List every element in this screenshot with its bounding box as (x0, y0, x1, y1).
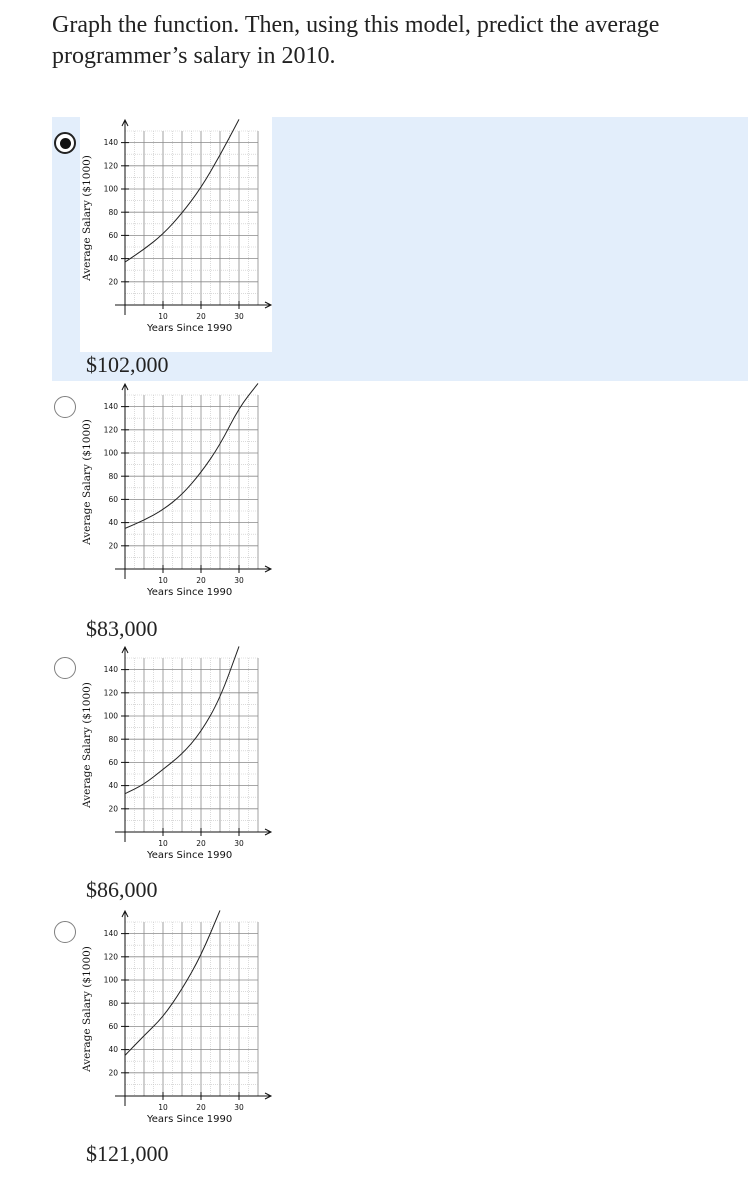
y-axis-label: Average Salary ($1000) (81, 155, 93, 281)
y-tick-label: 40 (108, 781, 118, 791)
radio-button[interactable] (54, 396, 76, 418)
y-tick-label: 20 (108, 804, 118, 814)
y-tick-label: 140 (103, 402, 118, 412)
y-tick-label: 140 (103, 929, 118, 939)
y-axis-label: Average Salary ($1000) (81, 419, 93, 545)
answer-value: $102,000 (86, 352, 169, 377)
answer-value: $121,000 (86, 1141, 169, 1166)
y-tick-label: 120 (103, 425, 118, 435)
x-tick-label: 10 (158, 839, 168, 848)
y-tick-label: 60 (108, 758, 118, 767)
y-tick-label: 100 (103, 184, 118, 194)
y-tick-label: 20 (108, 541, 118, 551)
question-text: Graph the function. Then, using this model, predict the average programmer’s salary in 2010. (52, 12, 660, 69)
y-tick-label: 20 (108, 1068, 118, 1078)
x-tick-label: 20 (196, 1103, 206, 1112)
x-tick-label: 10 (158, 1103, 168, 1112)
y-tick-label: 40 (108, 254, 118, 264)
graph-panel (80, 381, 272, 616)
y-tick-label: 120 (103, 952, 118, 962)
x-axis-label: Years Since 1990 (146, 587, 233, 598)
radio-button[interactable] (54, 657, 76, 679)
y-tick-label: 80 (108, 734, 118, 744)
y-tick-label: 40 (108, 518, 118, 528)
y-tick-label: 140 (103, 665, 118, 675)
x-tick-label: 30 (234, 576, 244, 585)
graph-panel (80, 908, 272, 1143)
y-tick-label: 80 (108, 998, 118, 1008)
y-tick-label: 100 (103, 711, 118, 721)
y-axis-label: Average Salary ($1000) (81, 682, 93, 808)
y-tick-label: 80 (108, 471, 118, 481)
y-tick-label: 60 (108, 495, 118, 504)
x-tick-label: 20 (196, 312, 206, 321)
y-tick-label: 120 (103, 161, 118, 171)
answer-value: $86,000 (86, 877, 158, 902)
graph-panel (80, 117, 272, 352)
y-tick-label: 60 (108, 1022, 118, 1031)
x-tick-label: 20 (196, 839, 206, 848)
x-axis-label: Years Since 1990 (146, 323, 233, 334)
x-tick-label: 30 (234, 839, 244, 848)
line-chart (80, 381, 272, 616)
x-tick-label: 20 (196, 576, 206, 585)
radio-button[interactable] (54, 132, 76, 154)
y-tick-label: 80 (108, 207, 118, 217)
y-tick-label: 20 (108, 277, 118, 287)
radio-button[interactable] (54, 921, 76, 943)
y-tick-label: 100 (103, 975, 118, 985)
x-tick-label: 30 (234, 312, 244, 321)
line-chart (80, 644, 272, 879)
x-tick-label: 10 (158, 576, 168, 585)
y-tick-label: 60 (108, 231, 118, 240)
x-axis-label: Years Since 1990 (146, 1114, 233, 1125)
y-tick-label: 100 (103, 448, 118, 458)
y-tick-label: 40 (108, 1045, 118, 1055)
radio-selected-dot (60, 138, 71, 149)
y-tick-label: 140 (103, 138, 118, 148)
graph-panel (80, 644, 272, 879)
x-tick-label: 10 (158, 312, 168, 321)
x-tick-label: 30 (234, 1103, 244, 1112)
x-axis-label: Years Since 1990 (146, 850, 233, 861)
y-tick-label: 120 (103, 688, 118, 698)
answer-value: $83,000 (86, 616, 158, 641)
y-axis-label: Average Salary ($1000) (81, 946, 93, 1072)
line-chart (80, 908, 272, 1143)
line-chart (80, 117, 272, 352)
